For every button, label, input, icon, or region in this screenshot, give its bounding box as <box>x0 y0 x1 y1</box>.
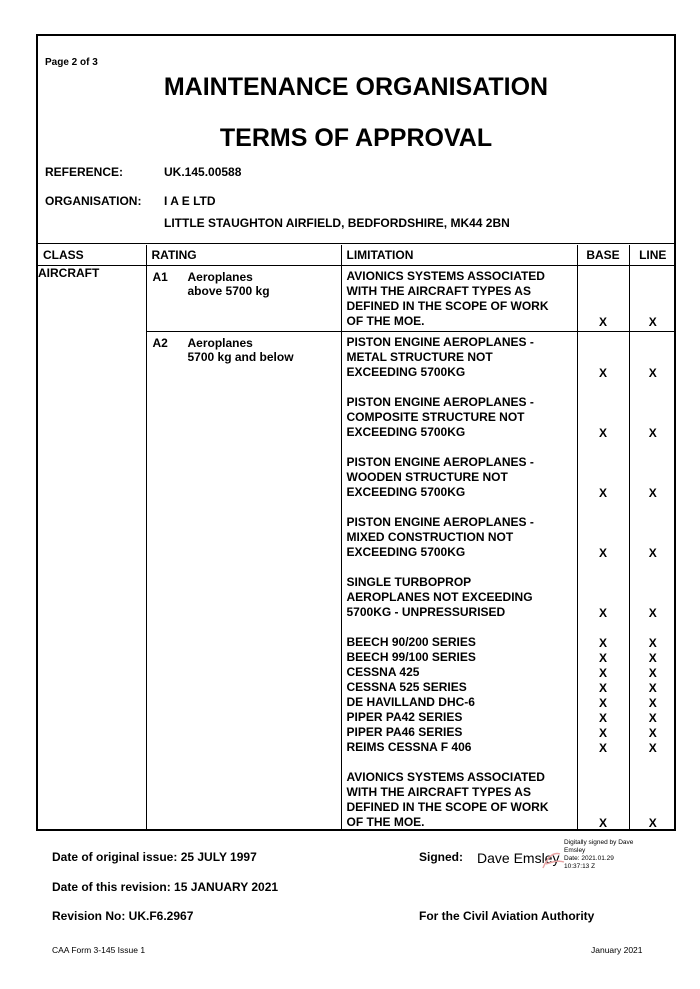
line-mark: X <box>648 486 657 500</box>
line-mark: X <box>648 696 657 710</box>
rating-desc: Aeroplanes <box>187 336 253 350</box>
rating-code: A1 <box>152 270 168 284</box>
base-mark: X <box>598 366 607 380</box>
base-mark: X <box>598 426 607 440</box>
base-mark: X <box>598 726 607 740</box>
line-mark: X <box>648 636 657 650</box>
line-cell <box>629 266 676 332</box>
authority-label: For the Civil Aviation Authority <box>419 909 595 923</box>
rating-cell <box>146 266 341 332</box>
line-mark: X <box>648 366 657 380</box>
base-mark: X <box>598 651 607 665</box>
line-mark: X <box>648 666 657 680</box>
table-header-row <box>38 245 676 266</box>
base-cell <box>577 266 629 332</box>
base-mark: X <box>598 486 607 500</box>
limitation-text: PISTON ENGINE AEROPLANES - COMPOSITE STRUCTURE NOT EXCEEDING 5700KG <box>346 395 534 439</box>
signature-scribble-icon <box>540 848 566 872</box>
base-mark: X <box>598 741 607 755</box>
base-mark: X <box>598 606 607 620</box>
limitation-text: PISTON ENGINE AEROPLANES - WOODEN STRUCTURE NOT EXCEEDING 5700KG <box>346 455 534 499</box>
organisation-address: LITTLE STAUGHTON AIRFIELD, BEDFORDSHIRE, MK44 2BN <box>164 216 510 230</box>
form-id: CAA Form 3-145 Issue 1 <box>52 945 146 955</box>
limitation-cell <box>341 266 577 332</box>
header-base: BASE <box>577 245 629 266</box>
signatory-name: Dave Emsley <box>477 850 560 866</box>
line-mark: X <box>648 726 657 740</box>
page-number: Page 2 of 3 <box>45 57 98 68</box>
line-mark: X <box>648 816 657 830</box>
revision-date: Date of this revision: 15 JANUARY 2021 <box>52 880 279 894</box>
base-mark: X <box>598 816 607 830</box>
title-line-1: MAINTENANCE ORGANISATION <box>163 73 549 101</box>
line-mark: X <box>648 546 657 560</box>
organisation-label: ORGANISATION: <box>45 194 142 208</box>
header-class: CLASS <box>38 245 146 266</box>
base-mark: X <box>598 696 607 710</box>
limitation-text: PISTON ENGINE AEROPLANES - METAL STRUCTURE NOT EXCEEDING 5700KG <box>346 335 534 379</box>
rating-desc: above 5700 kg <box>187 284 270 298</box>
limitation-text: BEECH 90/200 SERIES BEECH 99/100 SERIES CESSNA 425 CESSNA 525 SERIES DE HAVILLAND DHC-6 PIPER PA42 SERIES PIPER PA46 SERIES REIMS CESSNA F 406 <box>346 635 476 754</box>
limitation-cell <box>341 332 577 832</box>
digital-signature-stamp: Digitally signed by Dave Emsley Date: 2021.01.29 10:37:13 Z <box>564 839 634 870</box>
table-row <box>38 266 676 332</box>
limitation-text: AVIONICS SYSTEMS ASSOCIATED WITH THE AIRCRAFT TYPES AS DEFINED IN THE SCOPE OF WORK OF THE MOE. <box>346 770 549 829</box>
line-mark: X <box>648 711 657 725</box>
limitation-text: PISTON ENGINE AEROPLANES - MIXED CONSTRUCTION NOT EXCEEDING 5700KG <box>346 515 534 559</box>
base-mark: X <box>598 315 607 329</box>
approval-table <box>38 245 676 831</box>
approval-document <box>36 34 676 831</box>
line-mark: X <box>648 315 657 329</box>
base-mark: X <box>598 636 607 650</box>
base-mark: X <box>598 666 607 680</box>
header-limitation: LIMITATION <box>341 245 577 266</box>
rating-desc: 5700 kg and below <box>187 350 294 364</box>
line-mark: X <box>648 681 657 695</box>
form-date: January 2021 <box>591 945 643 955</box>
line-mark: X <box>648 606 657 620</box>
base-mark: X <box>598 546 607 560</box>
class-cell: AIRCRAFT <box>38 266 146 832</box>
limitation-text: SINGLE TURBOPROP AEROPLANES NOT EXCEEDING 5700KG - UNPRESSURISED <box>346 575 533 619</box>
base-mark: X <box>598 711 607 725</box>
rating-cell <box>146 332 341 832</box>
original-issue-date: Date of original issue: 25 JULY 1997 <box>52 850 257 864</box>
title-line-2: TERMS OF APPROVAL <box>219 124 493 152</box>
reference-label: REFERENCE: <box>45 165 124 179</box>
base-mark: X <box>598 681 607 695</box>
rating-desc: Aeroplanes <box>187 270 253 284</box>
rating-code: A2 <box>152 336 168 350</box>
line-cell <box>629 332 676 832</box>
header-line: LINE <box>629 245 676 266</box>
signed-label: Signed: <box>419 850 463 864</box>
document-header <box>38 36 674 244</box>
organisation-name: I A E LTD <box>164 194 216 208</box>
revision-number: Revision No: UK.F6.2967 <box>52 909 194 923</box>
line-mark: X <box>648 651 657 665</box>
base-cell <box>577 332 629 832</box>
line-mark: X <box>648 426 657 440</box>
reference-value: UK.145.00588 <box>164 165 242 179</box>
limitation-text: AVIONICS SYSTEMS ASSOCIATED WITH THE AIRCRAFT TYPES AS DEFINED IN THE SCOPE OF WORK OF THE MOE. <box>346 269 549 328</box>
header-rating: RATING <box>146 245 341 266</box>
line-mark: X <box>648 741 657 755</box>
